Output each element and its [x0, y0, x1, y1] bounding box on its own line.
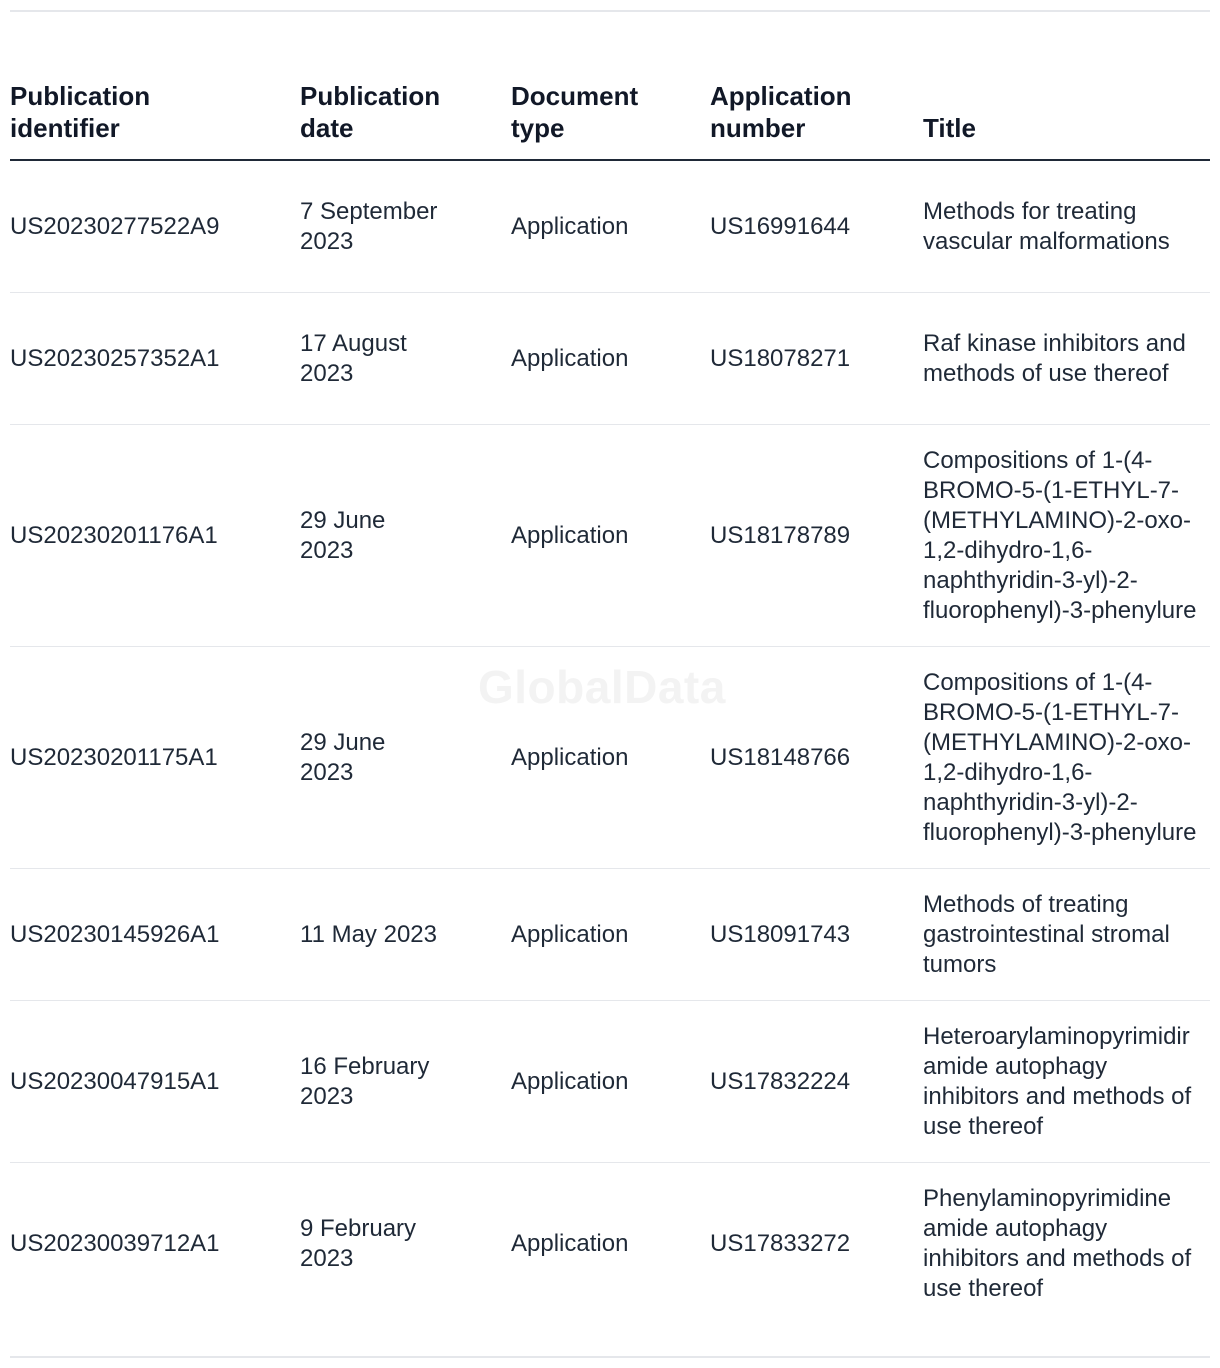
- cell-application-number: US18178789: [710, 425, 923, 647]
- cell-title: Raf kinase inhibitors and methods of use thereof: [923, 293, 1210, 425]
- cell-document-type: Application: [511, 160, 710, 293]
- patents-table: [10, 62, 1210, 1324]
- cell-document-type: Application: [511, 869, 710, 1001]
- cell-publication-date: 29 June 2023: [300, 647, 511, 869]
- header-application-number: Application number: [710, 62, 923, 160]
- cell-title: Methods of treating gastrointestinal stromal tumors: [923, 869, 1210, 1001]
- cell-title: Phenylaminopyrimidine amide autophagy inhibitors and methods of use thereof: [923, 1184, 1192, 1302]
- table-row: [10, 647, 1210, 869]
- patents-table-container: [10, 62, 1210, 1324]
- cell-publication-identifier: US20230145926A1: [10, 869, 300, 1001]
- cell-application-number: US17833272: [710, 1229, 851, 1257]
- cell-title: Methods for treating vascular malformations: [923, 160, 1210, 293]
- cell-publication-date: 7 September 2023: [300, 160, 511, 293]
- cell-title: Compositions of 1-(4- BROMO-5-(1-ETHYL-7- (METHYLAMINO)-2-oxo- 1,2-dihydro-1,6- naphthyridin-3-yl)-2- fluorophenyl)-3-phenylure: [923, 425, 1210, 647]
- cell-publication-date: 9 February 2023: [300, 1214, 417, 1272]
- table-body: [10, 160, 1210, 1324]
- cell-publication-identifier: US20230277522A9: [10, 160, 300, 293]
- header-row: [10, 62, 1210, 160]
- cell-application-number: US16991644: [710, 160, 923, 293]
- watermark: GlobalData: [478, 661, 726, 713]
- cell-title: Compositions of 1-(4- BROMO-5-(1-ETHYL-7- (METHYLAMINO)-2-oxo- 1,2-dihydro-1,6- naphthyridin-3-yl)-2- fluorophenyl)-3-phenylure: [923, 647, 1210, 869]
- cell-document-type: Application: [511, 1229, 629, 1257]
- table-row: [10, 293, 1210, 425]
- cell-document-type: Application: [511, 647, 710, 869]
- table-row: [10, 160, 1210, 293]
- cell-document-type: Application: [511, 1001, 710, 1163]
- cell-publication-identifier: US20230047915A1: [10, 1001, 300, 1163]
- cell-application-number: US18091743: [710, 869, 923, 1001]
- bottom-divider: [10, 1356, 1210, 1358]
- cell-application-number: US17832224: [710, 1001, 923, 1163]
- cell-publication-date: 11 May 2023: [300, 869, 511, 1001]
- cell-application-number: US18148766: [710, 647, 923, 869]
- cell-application-number: US18078271: [710, 293, 923, 425]
- header-document-type: Document type: [511, 62, 710, 160]
- table-row: [10, 869, 1210, 1001]
- cell-publication-identifier: US20230201175A1: [10, 647, 300, 869]
- header-publication-date: Publication date: [300, 62, 511, 160]
- table-row: [10, 1001, 1210, 1163]
- table-row: [10, 425, 1210, 647]
- cell-document-type: Application: [511, 425, 710, 647]
- cell-publication-date: 16 February 2023: [300, 1001, 511, 1163]
- cell-publication-identifier: US20230201176A1: [10, 425, 300, 647]
- header-title: Title: [923, 62, 1210, 160]
- cell-publication-date: 29 June 2023: [300, 425, 511, 647]
- cell-title: Heteroarylaminopyrimidir amide autophagy inhibitors and methods of use thereof: [923, 1001, 1210, 1163]
- table-row: [10, 1163, 1210, 1325]
- cell-document-type: Application: [511, 293, 710, 425]
- header-publication-identifier: Publication identifier: [10, 62, 300, 160]
- cell-publication-date: 17 August 2023: [300, 293, 511, 425]
- cell-publication-identifier: US20230257352A1: [10, 293, 300, 425]
- cell-publication-identifier: US20230039712A1: [10, 1229, 220, 1257]
- table-header: [10, 62, 1210, 160]
- top-divider: [10, 10, 1210, 12]
